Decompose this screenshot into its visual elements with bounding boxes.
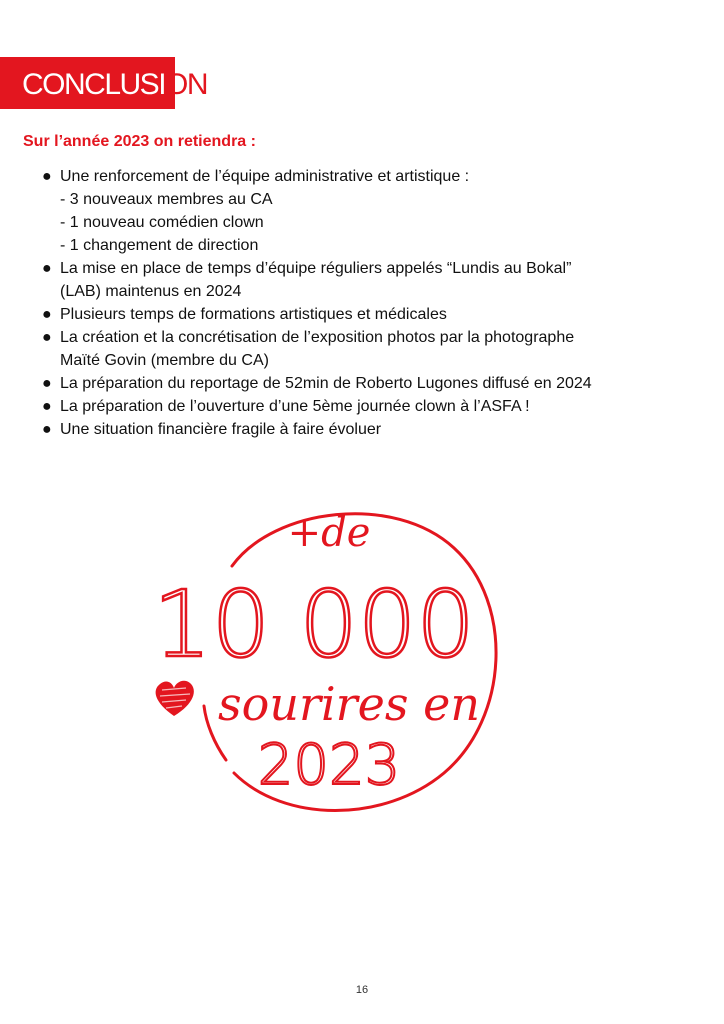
list-item xyxy=(42,257,680,303)
bullet-icon: ● xyxy=(42,260,52,277)
list-item-text: (LAB) maintenus en 2024 xyxy=(60,283,242,300)
bullet-icon: ● xyxy=(42,375,52,392)
list-item-text: La préparation de l’ouverture d’une 5ème journée clown à l’ASFA ! xyxy=(60,398,530,415)
list-item xyxy=(42,326,680,372)
list-item xyxy=(42,418,680,441)
conclusion-list xyxy=(42,165,680,441)
bullet-icon: ● xyxy=(42,306,52,323)
heart-icon xyxy=(156,681,194,716)
badge-line-number: 10 000 xyxy=(153,571,475,678)
list-item xyxy=(42,303,680,326)
list-subitem: - 3 nouveaux membres au CA xyxy=(60,191,273,208)
title-part-white: CONCLUSI xyxy=(22,68,166,101)
list-item-text: Une situation financière fragile à faire évoluer xyxy=(60,421,382,438)
bullet-icon: ● xyxy=(42,421,52,438)
page-number: 16 xyxy=(355,984,369,996)
badge-line-sourires: sourires en xyxy=(218,677,480,731)
list-item-text: Une renforcement de l’équipe administrative et artistique : xyxy=(60,168,470,185)
list-item xyxy=(42,395,680,418)
bullet-icon: ● xyxy=(42,329,52,346)
list-item-text: Maïté Govin (membre du CA) xyxy=(60,352,269,369)
list-item-text: Plusieurs temps de formations artistiques et médicales xyxy=(60,306,447,323)
title-part-red: ON xyxy=(165,68,208,101)
list-item xyxy=(42,165,680,257)
badge-line-year: 2023 xyxy=(257,733,401,798)
list-item-text: La préparation du reportage de 52min de Roberto Lugones diffusé en 2024 xyxy=(60,375,592,392)
list-item-text: La création et la concrétisation de l’exposition photos par la photographe xyxy=(60,329,575,346)
section-intro: Sur l’année 2023 on retiendra : xyxy=(23,133,256,150)
smiles-badge xyxy=(144,488,524,818)
bullet-icon: ● xyxy=(42,398,52,415)
list-subitem: - 1 nouveau comédien clown xyxy=(60,214,264,231)
list-item-text: La mise en place de temps d’équipe réguliers appelés “Lundis au Bokal” xyxy=(60,260,572,277)
list-subitem: - 1 changement de direction xyxy=(60,237,259,254)
list-item xyxy=(42,372,680,395)
page-title xyxy=(22,70,207,100)
badge-line-plus-de: +de xyxy=(287,510,371,556)
bullet-icon: ● xyxy=(42,168,52,185)
